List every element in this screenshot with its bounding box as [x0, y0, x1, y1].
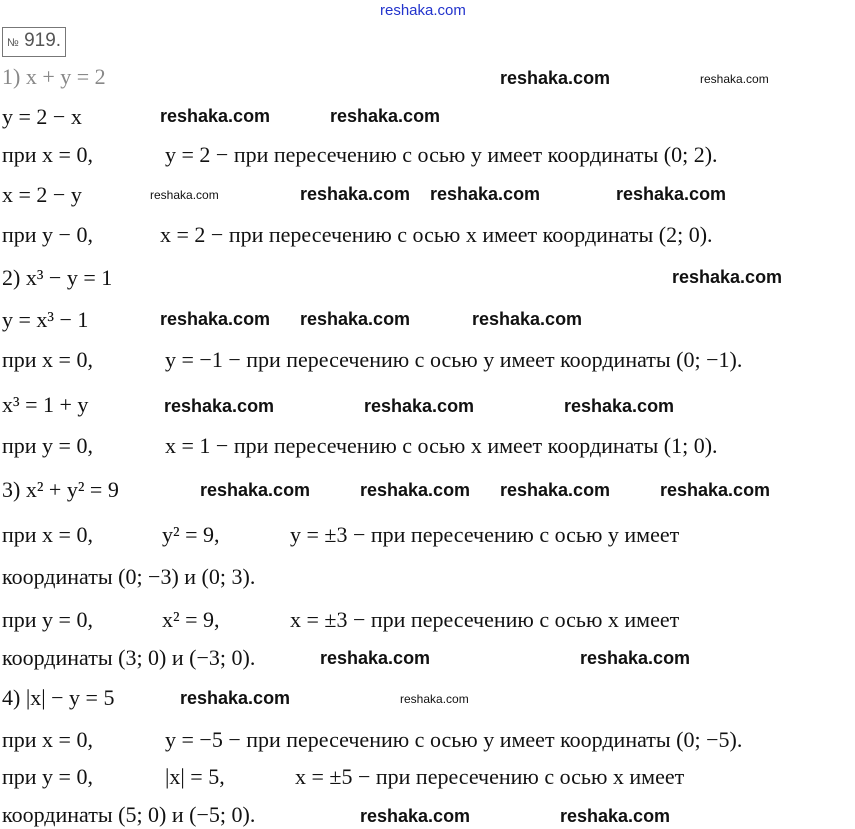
line-segment: координаты (0; −3) и (0; 3).: [2, 564, 256, 589]
line-segment: 1) x + y = 2: [2, 64, 106, 89]
line-segment: y = ±3 − при пересечению с осью y имеет: [290, 522, 680, 547]
watermark: reshaka.com: [472, 309, 583, 329]
watermark: reshaka.com: [180, 688, 291, 708]
line-segment: y² = 9,: [162, 522, 220, 547]
line-segment: при x = 0,: [2, 142, 93, 167]
watermark: reshaka.com: [360, 480, 471, 500]
watermark: reshaka.com: [400, 692, 469, 706]
watermark: reshaka.com: [330, 106, 441, 126]
line-segment: при y = 0,: [2, 607, 93, 632]
line-segment: x³ = 1 + y: [2, 392, 89, 417]
line-segment: координаты (3; 0) и (−3; 0).: [2, 645, 256, 670]
watermark: reshaka.com: [164, 396, 275, 416]
watermark: reshaka.com: [672, 267, 783, 287]
line-segment: |x| = 5,: [165, 764, 225, 789]
line-segment: y = −5 − при пересечению с осью y имеет координаты (0; −5).: [165, 727, 743, 752]
watermark: reshaka.com: [360, 806, 471, 826]
problem-number: 919.: [24, 30, 62, 51]
line-segment: при y = 0,: [2, 433, 93, 458]
problem-number-box: [2, 27, 66, 57]
watermark: reshaka.com: [160, 106, 271, 126]
watermark: reshaka.com: [616, 184, 727, 204]
line-segment: при x = 0,: [2, 347, 93, 372]
watermark: reshaka.com: [150, 188, 219, 202]
line-segment: x = ±5 − при пересечению с осью x имеет: [295, 764, 685, 789]
line-segment: при x = 0,: [2, 727, 93, 752]
line-segment: y = 2 − x: [2, 104, 82, 129]
watermark: reshaka.com: [380, 2, 466, 19]
watermark: reshaka.com: [560, 806, 671, 826]
line-segment: при y = 0,: [2, 764, 93, 789]
watermark: reshaka.com: [700, 72, 769, 86]
watermark: reshaka.com: [200, 480, 311, 500]
watermark: reshaka.com: [160, 309, 271, 329]
line-segment: 2) x³ − y = 1: [2, 265, 113, 290]
line-segment: при y − 0,: [2, 222, 93, 247]
watermark: reshaka.com: [364, 396, 475, 416]
line-segment: y = 2 − при пересечению с осью y имеет координаты (0; 2).: [165, 142, 718, 167]
line-segment: y = −1 − при пересечению с осью y имеет координаты (0; −1).: [165, 347, 743, 372]
number-sign: №: [7, 37, 19, 49]
line-segment: 4) |x| − y = 5: [2, 685, 115, 710]
line-segment: 3) x² + y² = 9: [2, 477, 119, 502]
line-segment: x = 2 − y: [2, 182, 82, 207]
watermark: reshaka.com: [564, 396, 675, 416]
line-segment: при x = 0,: [2, 522, 93, 547]
line-segment: x = 1 − при пересечению с осью x имеет координаты (1; 0).: [165, 433, 718, 458]
watermark: reshaka.com: [660, 480, 771, 500]
watermark: reshaka.com: [300, 309, 411, 329]
line-segment: y = x³ − 1: [2, 307, 89, 332]
line-segment: x = 2 − при пересечению с осью x имеет координаты (2; 0).: [160, 222, 713, 247]
watermark: reshaka.com: [320, 648, 431, 668]
watermark: reshaka.com: [300, 184, 411, 204]
watermark: reshaka.com: [430, 184, 541, 204]
line-segment: координаты (5; 0) и (−5; 0).: [2, 802, 256, 827]
line-segment: x² = 9,: [162, 607, 220, 632]
watermark: reshaka.com: [500, 68, 611, 88]
watermark: reshaka.com: [580, 648, 691, 668]
line-segment: x = ±3 − при пересечению с осью x имеет: [290, 607, 680, 632]
watermark: reshaka.com: [500, 480, 611, 500]
